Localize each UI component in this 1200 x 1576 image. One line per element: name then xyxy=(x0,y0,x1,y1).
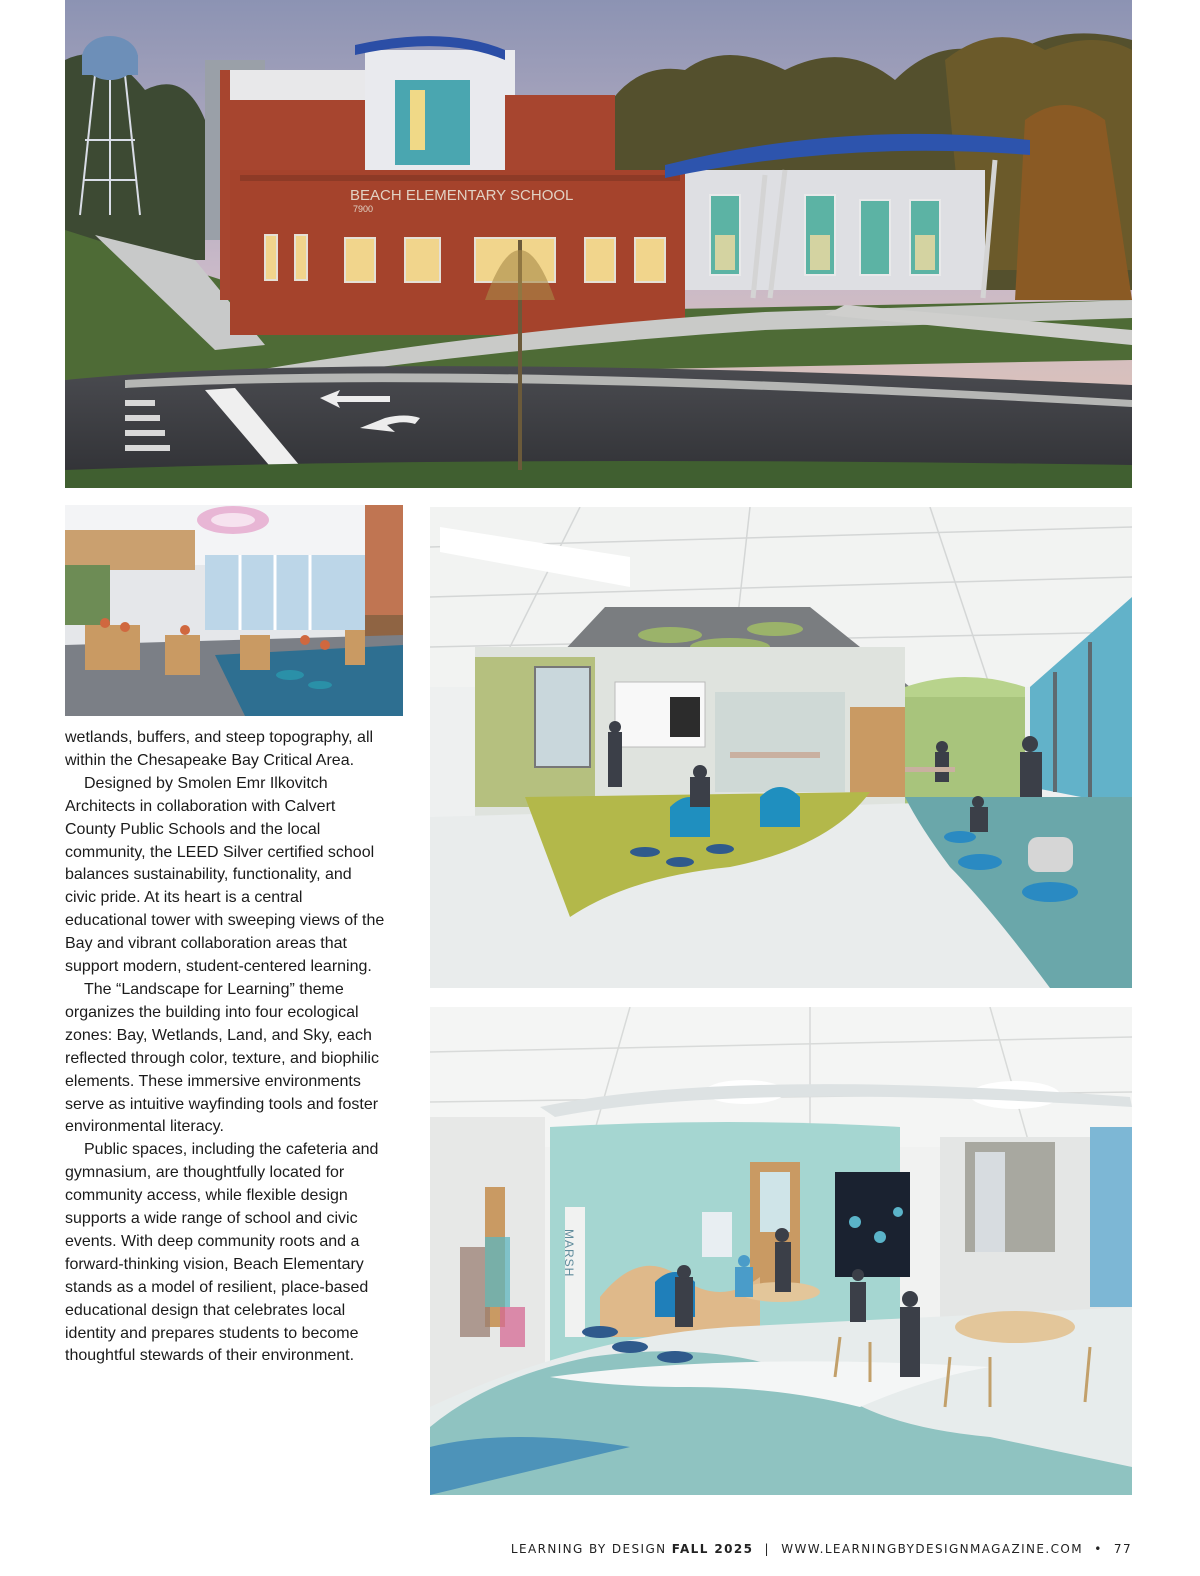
footer-bullet: • xyxy=(1094,1542,1103,1556)
footer-issue: FALL 2025 xyxy=(671,1542,754,1556)
article-paragraph: Public spaces, including the cafeteria and gymnasium, are thoughtfully located for community access, while flexible design supports a wide range of school and civic events. With deep community roots and a forward-thinking vision, Beach Elementary stands as a model of resilient, place-based educational design that celebrates local identity and prepares students to become thoughtful stewards of their environment. xyxy=(65,1141,379,1365)
article-paragraph: wetlands, buffers, and steep topography, all within the Chesapeake Bay Critical Area. xyxy=(65,729,374,769)
footer-website-link[interactable]: WWW.LEARNINGBYDESIGNMAGAZINE.COM xyxy=(781,1542,1083,1556)
article-paragraph: The “Landscape for Learning” theme organizes the building into four ecological zones: Bay, Wetlands, Land, and Sky, each reflected through color, texture, and biophilic elements. These immersive environments serve as intuitive wayfinding tools and foster environmental literacy. xyxy=(65,980,379,1136)
article-paragraph: Designed by Smolen Emr Ilkovitch Architects in collaboration with Calvert County Public Schools and the local community, the LEED Silver certified school balances sustainability, functionality, and civic pride. At its heart is a central educational tower with sweeping views of the Bay and vibrant collaboration areas that support modern, student-centered learning. xyxy=(65,774,385,976)
hero-photo-school-exterior xyxy=(65,0,1132,488)
marsh-zone-photo xyxy=(430,1007,1132,1495)
collaboration-area-photo xyxy=(430,507,1132,988)
page-number: 77 xyxy=(1113,1542,1132,1556)
school-sign-number: 7900 xyxy=(353,204,374,214)
footer-magazine-name: LEARNING BY DESIGN xyxy=(510,1542,667,1556)
footer-divider: | xyxy=(764,1542,770,1556)
page-footer xyxy=(511,1542,1132,1556)
library-photo xyxy=(65,505,403,716)
marsh-zone-sign-text: MARSH xyxy=(562,1229,576,1278)
article-body xyxy=(65,727,385,1368)
school-sign-text: BEACH ELEMENTARY SCHOOL xyxy=(350,187,574,204)
